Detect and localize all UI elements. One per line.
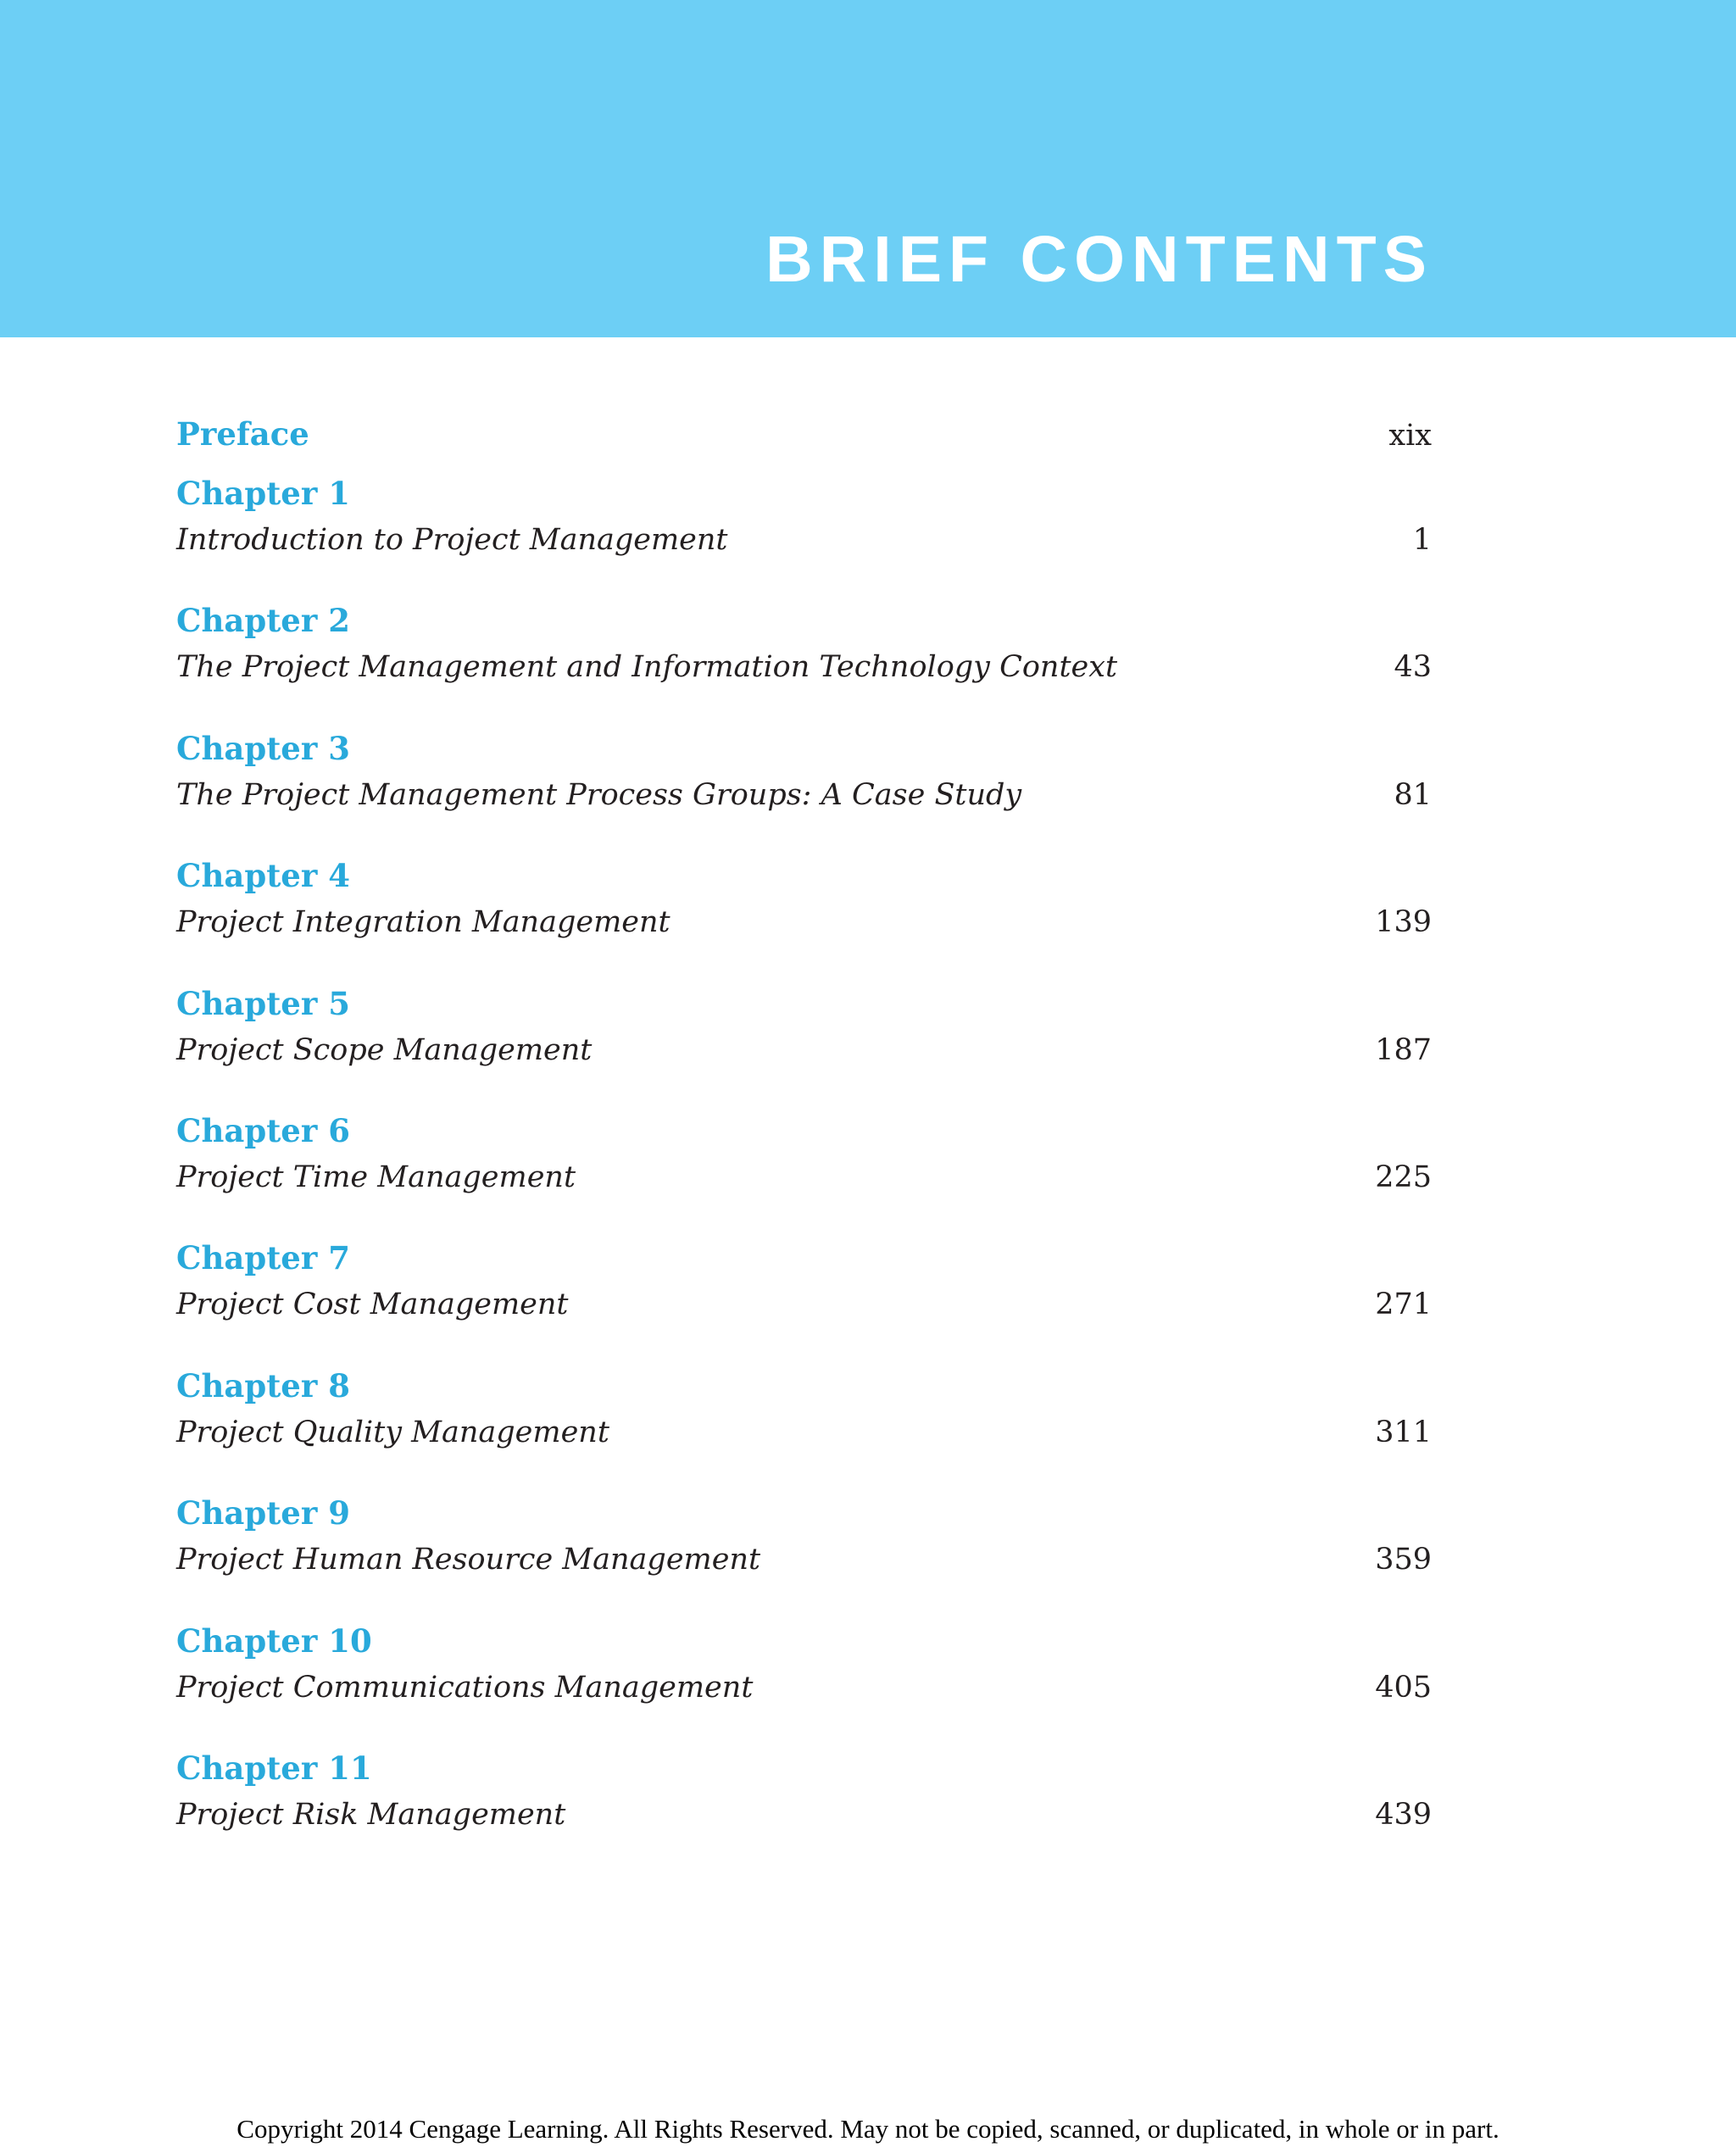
chapter-title: Project Communications Management: [176, 1670, 754, 1705]
table-of-contents: [176, 415, 1432, 1880]
chapter-label: Chapter 11: [176, 1749, 372, 1787]
chapter-page-number: 139: [1375, 905, 1432, 940]
chapter-page-number: 81: [1394, 777, 1432, 812]
chapter-label: Chapter 7: [176, 1239, 350, 1277]
header-band: [0, 0, 1736, 337]
page-title: BRIEF CONTENTS: [765, 223, 1433, 296]
chapter-title: Introduction to Project Management: [176, 523, 728, 557]
chapter-label: Chapter 10: [176, 1621, 372, 1660]
toc-entry-chapter-7[interactable]: [176, 1239, 1432, 1370]
chapter-page-number: 439: [1375, 1797, 1432, 1832]
toc-entry-chapter-8[interactable]: [176, 1366, 1432, 1498]
chapter-page-number: 271: [1375, 1288, 1432, 1322]
copyright-notice: Copyright 2014 Cengage Learning. All Rights Reserved. May not be copied, scanned, or duplicated, in whole or in part.: [236, 2114, 1500, 2144]
chapter-title: Project Risk Management: [176, 1797, 566, 1832]
toc-entry-chapter-5[interactable]: [176, 984, 1432, 1115]
chapter-label: Chapter 8: [176, 1366, 350, 1404]
chapter-title: Project Quality Management: [176, 1415, 609, 1449]
toc-entry-chapter-3[interactable]: [176, 729, 1432, 860]
chapter-page-number: 225: [1375, 1160, 1432, 1194]
toc-entry-chapter-11[interactable]: [176, 1749, 1432, 1880]
chapter-page-number: 405: [1375, 1670, 1432, 1705]
chapter-label: Chapter 9: [176, 1494, 350, 1532]
toc-entry-chapter-1[interactable]: [176, 475, 1432, 605]
chapter-title: Project Integration Management: [176, 905, 670, 940]
toc-entry-chapter-10[interactable]: [176, 1621, 1432, 1753]
chapter-title: Project Cost Management: [176, 1288, 569, 1322]
chapter-title: Project Human Resource Management: [176, 1543, 761, 1577]
chapter-label: Chapter 1: [176, 475, 350, 512]
toc-entry-preface[interactable]: [176, 415, 1432, 478]
chapter-title: Project Scope Management: [176, 1032, 593, 1067]
chapter-title: The Project Management Process Groups: A Case Study: [176, 777, 1022, 812]
chapter-label: Chapter 6: [176, 1111, 350, 1149]
toc-entry-chapter-2[interactable]: [176, 602, 1432, 732]
toc-entry-chapter-4[interactable]: [176, 857, 1432, 987]
chapter-title: Project Time Management: [176, 1160, 576, 1194]
chapter-page-number: 43: [1394, 650, 1432, 685]
toc-entry-chapter-9[interactable]: [176, 1494, 1432, 1625]
chapter-title: The Project Management and Information Technology Context: [176, 650, 1118, 685]
chapter-label: Chapter 4: [176, 857, 350, 895]
chapter-label: Chapter 5: [176, 984, 350, 1022]
chapter-page-number: 311: [1375, 1415, 1432, 1449]
preface-page-number: xix: [1388, 419, 1432, 453]
chapter-page-number: 1: [1412, 523, 1432, 557]
chapter-label: Chapter 3: [176, 729, 350, 767]
chapter-page-number: 359: [1375, 1543, 1432, 1577]
toc-entry-chapter-6[interactable]: [176, 1111, 1432, 1243]
preface-label: Preface: [176, 415, 309, 453]
chapter-page-number: 187: [1375, 1032, 1432, 1067]
chapter-label: Chapter 2: [176, 602, 350, 640]
